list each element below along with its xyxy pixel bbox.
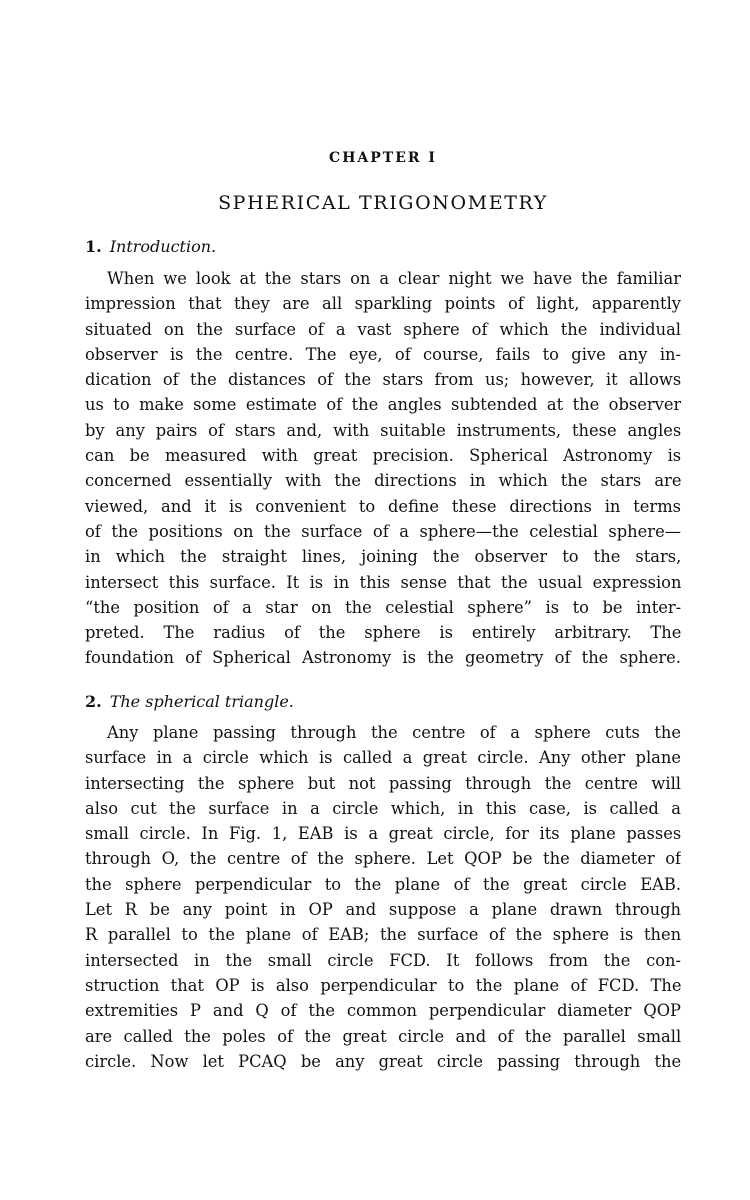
text-line: R parallel to the plane of EAB; the surface of the sphere is then — [85, 925, 681, 945]
section-heading-introduction — [85, 234, 681, 259]
text-line: through O, the centre of the sphere. Let QOP be the diameter of — [85, 849, 681, 869]
text-line: are called the poles of the great circle and of the parallel small — [85, 1026, 681, 1046]
text-line: us to make some estimate of the angles subtended at the observer — [85, 395, 681, 415]
text-line: intersecting the sphere but not passing through the centre will — [85, 773, 681, 793]
paragraph-introduction — [85, 266, 681, 671]
text-line: viewed, and it is convenient to define these directions in terms — [85, 496, 681, 516]
text-line: preted. The radius of the sphere is entirely arbitrary. The — [85, 623, 681, 643]
section-number: 2. — [85, 692, 102, 711]
text-line: can be measured with great precision. Spherical Astronomy is — [85, 446, 681, 466]
section-heading-spherical-triangle — [85, 689, 681, 714]
text-line: foundation of Spherical Astronomy is the geometry of the sphere. — [85, 648, 681, 668]
text-line: concerned essentially with the directions in which the stars are — [85, 471, 681, 491]
text-line: extremities P and Q of the common perpendicular diameter QOP — [85, 1001, 681, 1021]
text-line: Let R be any point in OP and suppose a plane drawn through — [85, 900, 681, 920]
text-line: intersect this surface. It is in this sense that the usual expression — [85, 572, 681, 592]
section-number: 1. — [85, 237, 102, 256]
text-line: the sphere perpendicular to the plane of the great circle EAB. — [85, 874, 681, 894]
text-line: When we look at the stars on a clear night we have the familiar — [107, 269, 681, 288]
text-line: small circle. In Fig. 1, EAB is a great circle, for its plane passes — [85, 824, 681, 844]
text-line: also cut the surface in a circle which, in this case, is called a — [85, 798, 681, 818]
text-line: struction that OP is also perpendicular to the plane of FCD. The — [85, 975, 681, 995]
chapter-title: SPHERICAL TRIGONOMETRY — [218, 192, 548, 214]
chapter-label: CHAPTER I — [329, 150, 437, 166]
text-line: “the position of a star on the celestial sphere” is to be inter- — [85, 597, 681, 617]
section-title: The spherical triangle. — [109, 692, 294, 711]
text-line: intersected in the small circle FCD. It follows from the con- — [85, 950, 681, 970]
text-line: observer is the centre. The eye, of course, fails to give any in- — [85, 344, 681, 364]
text-line: circle. Now let PCAQ be any great circle passing through the — [85, 1051, 681, 1071]
section-title: Introduction. — [109, 237, 217, 256]
text-line: Any plane passing through the centre of a sphere cuts the — [107, 723, 681, 742]
paragraph-spherical-triangle — [85, 720, 681, 1074]
text-line: impression that they are all sparkling points of light, apparently — [85, 294, 681, 314]
text-line: in which the straight lines, joining the observer to the stars, — [85, 547, 681, 567]
text-line: of the positions on the surface of a sphere—the celestial sphere— — [85, 521, 681, 541]
text-line: situated on the surface of a vast sphere of which the individual — [85, 319, 681, 339]
text-line: by any pairs of stars and, with suitable instruments, these angles — [85, 420, 681, 440]
text-line: surface in a circle which is called a great circle. Any other plane — [85, 748, 681, 768]
text-line: dication of the distances of the stars from us; however, it allows — [85, 370, 681, 390]
book-page — [85, 0, 681, 1200]
